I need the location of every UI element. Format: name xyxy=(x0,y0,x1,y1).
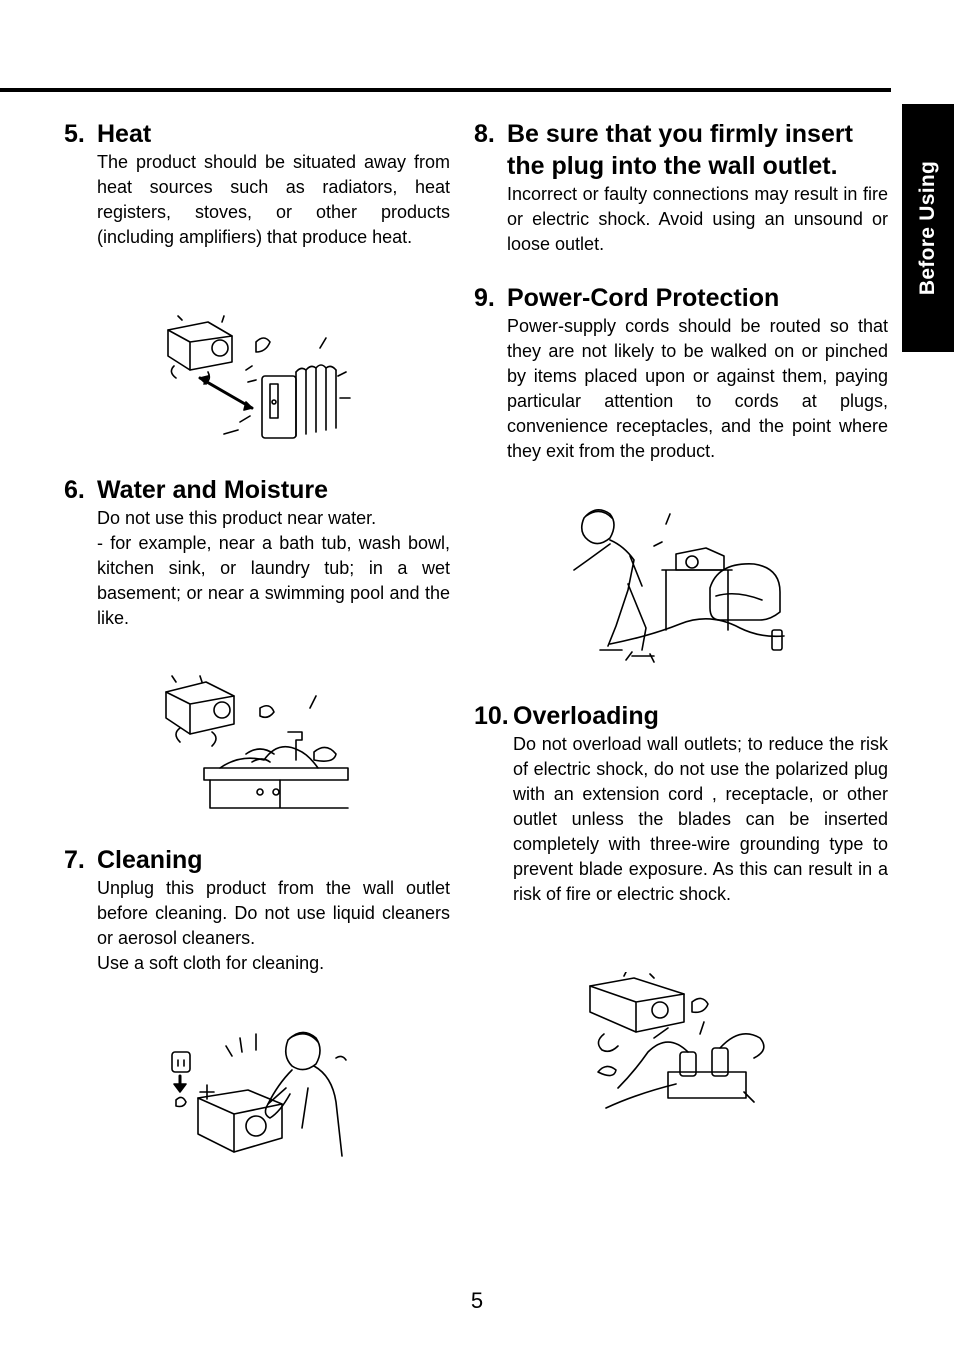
projector-near-heater-illustration xyxy=(160,312,355,444)
section-water-intro: Do not use this product near water. xyxy=(97,508,377,528)
section-number: 9. xyxy=(474,284,495,312)
section-water xyxy=(64,474,450,631)
section-cleaning-body: Unplug this product from the wall outlet before cleaning. Do not use liquid cleaners or aerosol cleaners. xyxy=(97,878,450,948)
section-cord-body: Power-supply cords should be routed so that they are not likely to be walked on or pinched by items placed upon or against them, paying particular attention to cords at plugs, convenience receptacles, and the point where they exit from the product. xyxy=(507,316,888,461)
section-cleaning-heading xyxy=(64,844,450,876)
page-number: 5 xyxy=(470,1288,484,1313)
section-water-heading xyxy=(64,474,450,506)
section-heat-body: The product should be situated away from heat sources such as radiators, heat registers, stoves, or other products (including amplifiers) that produce heat. xyxy=(97,152,450,247)
section-plug xyxy=(474,118,888,257)
section-number: 10. xyxy=(474,702,509,730)
man-tripping-over-cord-illustration xyxy=(570,504,788,664)
section-cleaning-note: Use a soft cloth for cleaning. xyxy=(97,953,325,973)
section-number: 6. xyxy=(64,476,85,504)
section-title: Water and Moisture xyxy=(97,476,329,504)
section-plug-body: Incorrect or faulty connections may result in fire or electric shock. Avoid using an unsound or loose outlet. xyxy=(507,184,888,254)
top-rule xyxy=(0,88,891,92)
section-overloading-heading xyxy=(474,700,888,732)
section-number: 5. xyxy=(64,120,85,148)
section-title: Heat xyxy=(97,120,152,148)
projector-near-sink-illustration xyxy=(160,672,350,810)
section-side-tab xyxy=(902,104,954,352)
section-title: Cleaning xyxy=(97,846,203,874)
section-number: 7. xyxy=(64,846,85,874)
section-overloading xyxy=(474,700,888,907)
section-cord-heading xyxy=(474,282,888,314)
section-water-body: - for example, near a bath tub, wash bowl, kitchen sink, or laundry tub; in a wet basement; or near a swimming pool and the like. xyxy=(97,533,450,628)
section-cleaning xyxy=(64,844,450,976)
man-cleaning-projector-illustration xyxy=(160,1018,355,1160)
section-title: Be sure that you firmly insert the plug into the wall outlet. xyxy=(507,120,853,180)
side-tab-label: Before Using xyxy=(916,160,939,296)
section-cord xyxy=(474,282,888,464)
section-title: Overloading xyxy=(513,702,659,730)
section-title: Power-Cord Protection xyxy=(507,284,780,312)
section-plug-heading xyxy=(474,118,888,182)
section-heat xyxy=(64,118,450,250)
section-number: 8. xyxy=(474,120,495,148)
section-overloading-body: Do not overload wall outlets; to reduce the risk of electric shock, do not use the polarized plug with an extension cord , receptacle, or other outlet unless the blades can be inserted completely with three-wire grounding type to prevent blade exposure. As this can result in a risk of fire or electric shock. xyxy=(513,734,888,904)
overloaded-outlet-illustration xyxy=(584,972,780,1114)
section-heat-heading xyxy=(64,118,450,150)
